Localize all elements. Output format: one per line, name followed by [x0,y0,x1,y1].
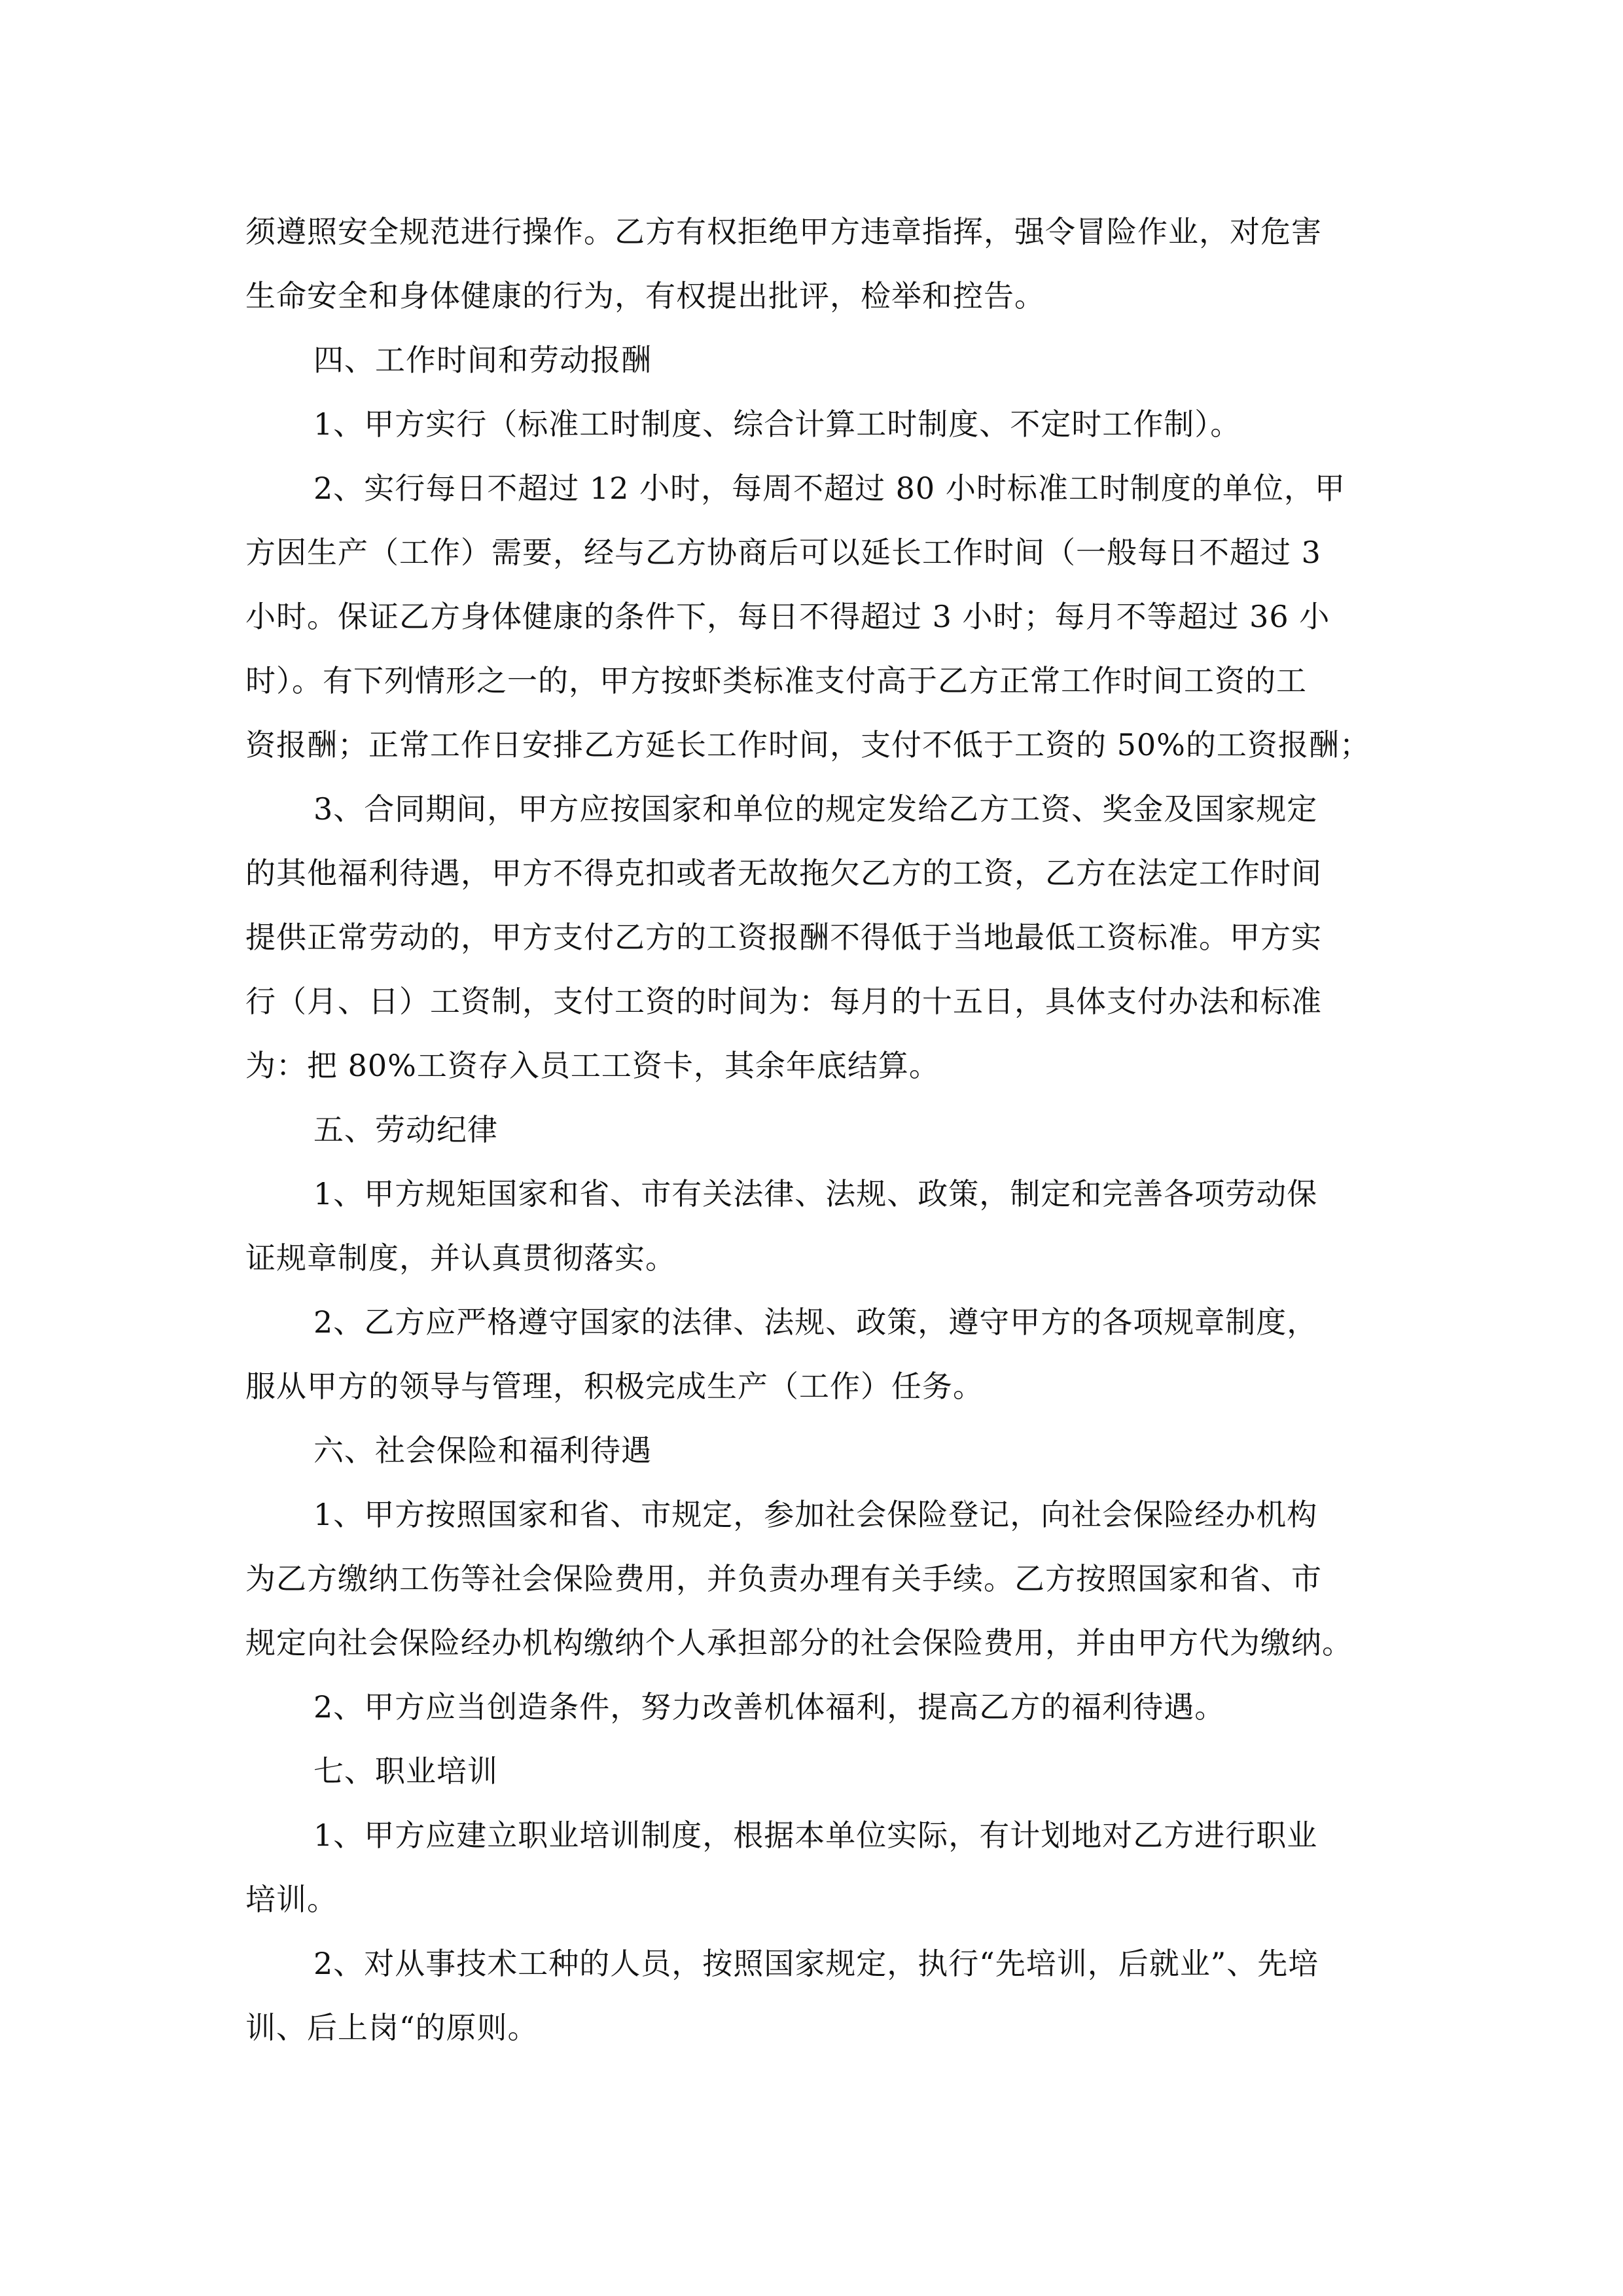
section-heading: 七、职业培训 [313,1753,498,1789]
text-line: 的其他福利待遇，甲方不得克扣或者无故拖欠乙方的工资，乙方在法定工作时间 [245,855,1322,891]
text-line: 行（月、日）工资制，支付工资的时间为：每月的十五日，具体支付办法和标准 [245,984,1322,1019]
text-line: 证规章制度，并认真贯彻落实。 [245,1240,676,1276]
text-line: 须遵照安全规范进行操作。乙方有权拒绝甲方违章指挥，强令冒险作业，对危害 [245,214,1322,249]
section-heading: 四、工作时间和劳动报酬 [313,342,652,378]
text-line: 2、对从事技术工种的人员，按照国家规定，执行“先培训，后就业”、先培 [313,1946,1319,1981]
text-line: 为乙方缴纳工伤等社会保险费用，并负责办理有关手续。乙方按照国家和省、市 [245,1561,1322,1596]
text-line: 提供正常劳动的，甲方支付乙方的工资报酬不得低于当地最低工资标准。甲方实 [245,920,1322,955]
text-line: 为：把 80%工资存入员工工资卡，其余年底结算。 [245,1048,940,1083]
text-line: 2、甲方应当创造条件，努力改善机体福利，提高乙方的福利待遇。 [313,1689,1226,1725]
text-line: 规定向社会保险经办机构缴纳个人承担部分的社会保险费用，并由甲方代为缴纳。 [245,1625,1353,1660]
document-body [245,200,1397,2060]
text-line: 3、合同期间，甲方应按国家和单位的规定发给乙方工资、奖金及国家规定 [313,791,1318,827]
text-line: 小时。保证乙方身体健康的条件下，每日不得超过 3 小时；每月不等超过 36 小 [245,599,1330,634]
text-line: 资报酬；正常工作日安排乙方延长工作时间，支付不低于工资的 50%的工资报酬； [245,727,1370,762]
text-line: 2、乙方应严格遵守国家的法律、法规、政策，遵守甲方的各项规章制度， [313,1304,1318,1340]
text-line: 生命安全和身体健康的行为，有权提出批评，检举和控告。 [245,278,1045,314]
text-line: 培训。 [245,1882,338,1917]
text-line: 训、后上岗“的原则。 [245,2010,539,2045]
section-heading: 五、劳动纪律 [313,1112,498,1147]
text-line: 时）。有下列情形之一的，甲方按虾类标准支付高于乙方正常工作时间工资的工 [245,663,1307,698]
text-line: 1、甲方规矩国家和省、市有关法律、法规、政策，制定和完善各项劳动保 [313,1176,1318,1211]
text-line: 服从甲方的领导与管理，积极完成生产（工作）任务。 [245,1369,984,1404]
text-line: 1、甲方应建立职业培训制度，根据本单位实际，有计划地对乙方进行职业 [313,1818,1318,1853]
text-line: 方因生产（工作）需要，经与乙方协商后可以延长工作时间（一般每日不超过 3 [245,535,1321,570]
text-line: 2、实行每日不超过 12 小时，每周不超过 80 小时标准工时制度的单位，甲 [313,471,1346,506]
text-line: 1、甲方实行（标准工时制度、综合计算工时制度、不定时工作制）。 [313,406,1241,442]
section-heading: 六、社会保险和福利待遇 [313,1433,652,1468]
text-line: 1、甲方按照国家和省、市规定，参加社会保险登记，向社会保险经办机构 [313,1497,1318,1532]
